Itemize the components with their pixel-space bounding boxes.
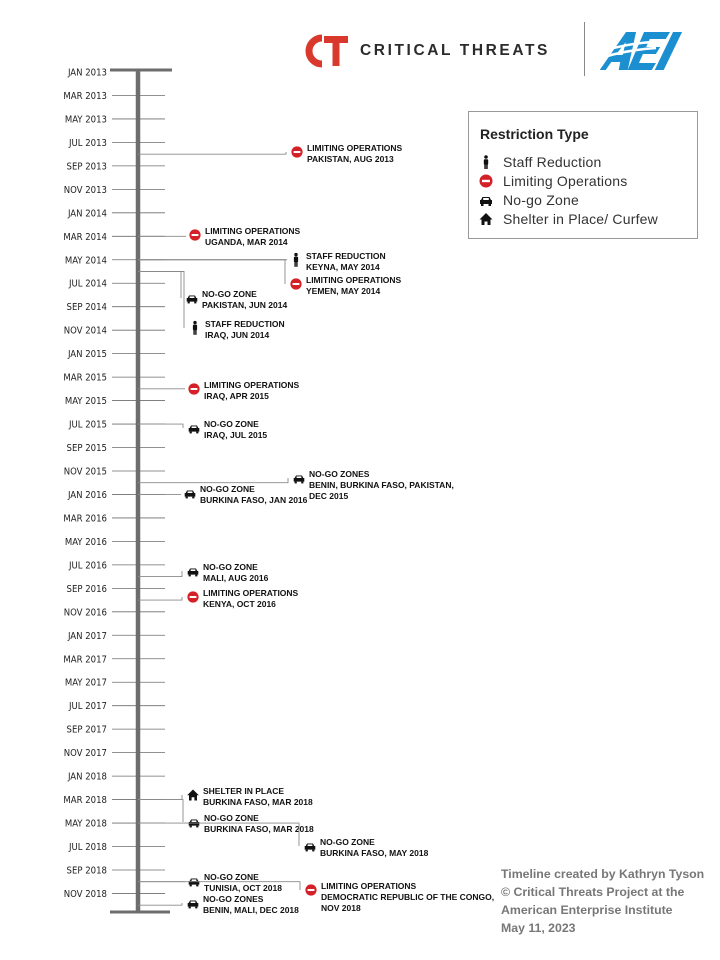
event-connector bbox=[138, 271, 181, 298]
event-type-label: NO-GO ZONES bbox=[203, 894, 264, 904]
event-connector bbox=[138, 424, 183, 428]
event-connector bbox=[138, 571, 182, 577]
event-location-label: YEMEN, MAY 2014 bbox=[306, 286, 381, 296]
tick-label: NOV 2016 bbox=[63, 607, 107, 619]
event-location-label: DEC 2015 bbox=[309, 491, 349, 501]
event-location-label: PAKISTAN, JUN 2014 bbox=[202, 300, 288, 310]
credit-line-date: May 11, 2023 bbox=[501, 921, 576, 935]
event-location-label: PAKISTAN, AUG 2013 bbox=[307, 154, 394, 164]
tick-label: JAN 2017 bbox=[67, 630, 107, 642]
timeline-event bbox=[138, 872, 282, 893]
house-icon bbox=[187, 790, 199, 801]
event-type-label: NO-GO ZONE bbox=[200, 484, 255, 494]
tick-label: SEP 2014 bbox=[66, 302, 107, 314]
event-location-label: KENYA, OCT 2016 bbox=[203, 599, 276, 609]
legend-item-shelter-in-place bbox=[479, 210, 658, 228]
event-type-label: NO-GO ZONE bbox=[204, 813, 259, 823]
event-type-label: LIMITING OPERATIONS bbox=[203, 588, 299, 598]
tick-label: JAN 2016 bbox=[67, 489, 107, 501]
legend-label: No-go Zone bbox=[503, 192, 579, 208]
tick-label: MAR 2018 bbox=[63, 795, 107, 807]
tick-label: MAY 2017 bbox=[64, 677, 107, 689]
event-location-label: DEMOCRATIC REPUBLIC OF THE CONGO, bbox=[321, 892, 495, 902]
tick-label: JUL 2013 bbox=[69, 137, 107, 149]
tick-label: MAY 2016 bbox=[64, 536, 107, 548]
no-entry-icon bbox=[290, 278, 301, 289]
tick-label: NOV 2017 bbox=[63, 748, 107, 760]
tick-label: JUL 2016 bbox=[69, 560, 107, 572]
tick-label: MAR 2013 bbox=[63, 90, 107, 102]
tick-label: MAY 2013 bbox=[64, 114, 107, 126]
event-location-label: BURKINA FASO, MAR 2018 bbox=[203, 797, 313, 807]
event-type-label: STAFF REDUCTION bbox=[306, 251, 386, 261]
event-type-label: SHELTER IN PLACE bbox=[203, 786, 285, 796]
legend-label: Limiting Operations bbox=[503, 173, 628, 189]
no-entry-icon bbox=[187, 591, 198, 602]
event-connector bbox=[138, 597, 182, 600]
event-connector bbox=[138, 903, 182, 905]
event-location-label: BURKINA FASO, MAY 2018 bbox=[320, 848, 429, 858]
event-connector bbox=[138, 152, 286, 154]
tick-label: SEP 2013 bbox=[66, 161, 107, 173]
timeline-event bbox=[138, 484, 308, 505]
tick-label: MAY 2014 bbox=[64, 255, 107, 267]
tick-label: SEP 2016 bbox=[66, 583, 107, 595]
legend-item-no-go-zone bbox=[479, 191, 579, 209]
car-icon bbox=[187, 296, 198, 304]
event-type-label: LIMITING OPERATIONS bbox=[321, 881, 417, 891]
event-location-label: KEYNA, MAY 2014 bbox=[306, 262, 380, 272]
tick-label: NOV 2013 bbox=[63, 184, 107, 196]
event-connector bbox=[138, 478, 288, 483]
event-type-label: LIMITING OPERATIONS bbox=[307, 143, 403, 153]
timeline-event bbox=[138, 271, 287, 310]
timeline-event bbox=[138, 251, 386, 272]
no-entry-icon bbox=[291, 146, 302, 157]
event-location-label: BURKINA FASO, JAN 2016 bbox=[200, 495, 308, 505]
event-location-label: IRAQ, JUN 2014 bbox=[205, 330, 270, 340]
tick-label: JUL 2017 bbox=[69, 701, 107, 713]
car-icon bbox=[305, 844, 316, 852]
car-icon bbox=[189, 426, 200, 434]
event-type-label: LIMITING OPERATIONS bbox=[204, 380, 300, 390]
event-type-label: NO-GO ZONE bbox=[204, 419, 259, 429]
legend bbox=[468, 111, 698, 239]
legend-label: Shelter in Place/ Curfew bbox=[503, 211, 658, 227]
tick-label: JUL 2014 bbox=[69, 278, 107, 290]
tick-label: MAY 2018 bbox=[64, 818, 107, 830]
no-entry-icon bbox=[479, 174, 493, 188]
event-location-label: UGANDA, MAR 2014 bbox=[205, 237, 288, 247]
tick-label: NOV 2015 bbox=[63, 466, 107, 478]
tick-label: SEP 2017 bbox=[66, 724, 107, 736]
event-location-label: IRAQ, JUL 2015 bbox=[204, 430, 268, 440]
credit-line-copyright: © Critical Threats Project at the bbox=[501, 885, 685, 899]
tick-label: MAY 2015 bbox=[64, 396, 107, 408]
tick-label: SEP 2015 bbox=[66, 443, 107, 455]
event-type-label: NO-GO ZONE bbox=[320, 837, 375, 847]
event-location-label: MALI, AUG 2016 bbox=[203, 573, 269, 583]
event-type-label: NO-GO ZONES bbox=[309, 469, 370, 479]
tick-label: JAN 2014 bbox=[67, 208, 107, 220]
timeline-event bbox=[138, 588, 299, 609]
timeline-event bbox=[138, 226, 301, 247]
event-connector bbox=[138, 271, 184, 328]
event-type-label: NO-GO ZONE bbox=[203, 562, 258, 572]
no-entry-icon bbox=[189, 229, 200, 240]
car-icon bbox=[188, 569, 199, 577]
timeline-event bbox=[138, 143, 403, 164]
tick-label: MAR 2016 bbox=[63, 513, 107, 525]
tick-label: NOV 2014 bbox=[63, 325, 107, 337]
event-connector bbox=[138, 795, 182, 800]
org-name: CRITICAL THREATS bbox=[360, 42, 550, 59]
tick-label: SEP 2018 bbox=[66, 865, 107, 877]
event-connector bbox=[138, 800, 183, 822]
timeline-event bbox=[138, 380, 300, 401]
tick-label: JAN 2015 bbox=[67, 349, 107, 361]
event-location-label: BENIN, MALI, DEC 2018 bbox=[203, 905, 299, 915]
tick-label: JAN 2018 bbox=[67, 771, 107, 783]
car-icon bbox=[294, 476, 305, 484]
event-location-label: NOV 2018 bbox=[321, 903, 361, 913]
event-location-label: BURKINA FASO, MAR 2018 bbox=[204, 824, 314, 834]
event-type-label: LIMITING OPERATIONS bbox=[205, 226, 301, 236]
legend-item-limiting-operations bbox=[479, 172, 627, 190]
tick-label: JUL 2018 bbox=[69, 842, 107, 854]
timeline-event bbox=[138, 786, 313, 807]
event-type-label: NO-GO ZONE bbox=[204, 872, 259, 882]
event-location-label: BENIN, BURKINA FASO, PAKISTAN, bbox=[309, 480, 454, 490]
person-icon bbox=[479, 155, 493, 169]
legend-title: Restriction Type bbox=[480, 126, 589, 142]
event-location-label: IRAQ, APR 2015 bbox=[204, 391, 269, 401]
tick-label: JUL 2015 bbox=[69, 419, 107, 431]
car-icon bbox=[189, 879, 200, 887]
no-entry-icon bbox=[188, 383, 199, 394]
house-icon bbox=[479, 212, 493, 226]
car-icon bbox=[479, 193, 493, 207]
event-location-label: TUNISIA, OCT 2018 bbox=[204, 883, 282, 893]
tick-label: MAR 2014 bbox=[63, 231, 107, 243]
event-type-label: LIMITING OPERATIONS bbox=[306, 275, 402, 285]
car-icon bbox=[188, 901, 199, 909]
no-entry-icon bbox=[305, 884, 316, 895]
car-icon bbox=[185, 491, 196, 499]
legend-item-staff-reduction bbox=[479, 153, 601, 171]
event-type-label: STAFF REDUCTION bbox=[205, 319, 285, 329]
tick-label: JAN 2013 bbox=[67, 67, 107, 79]
tick-label: MAR 2015 bbox=[63, 372, 107, 384]
credit-line-author: Timeline created by Kathryn Tyson bbox=[501, 867, 705, 881]
event-type-label: NO-GO ZONE bbox=[202, 289, 257, 299]
credits bbox=[501, 865, 716, 937]
timeline-event bbox=[138, 419, 267, 440]
legend-label: Staff Reduction bbox=[503, 154, 602, 170]
person-icon bbox=[193, 321, 197, 335]
tick-label: MAR 2017 bbox=[63, 654, 107, 666]
person-icon bbox=[294, 253, 298, 267]
tick-label: NOV 2018 bbox=[63, 888, 107, 900]
credit-line-institute: American Enterprise Institute bbox=[501, 903, 673, 917]
